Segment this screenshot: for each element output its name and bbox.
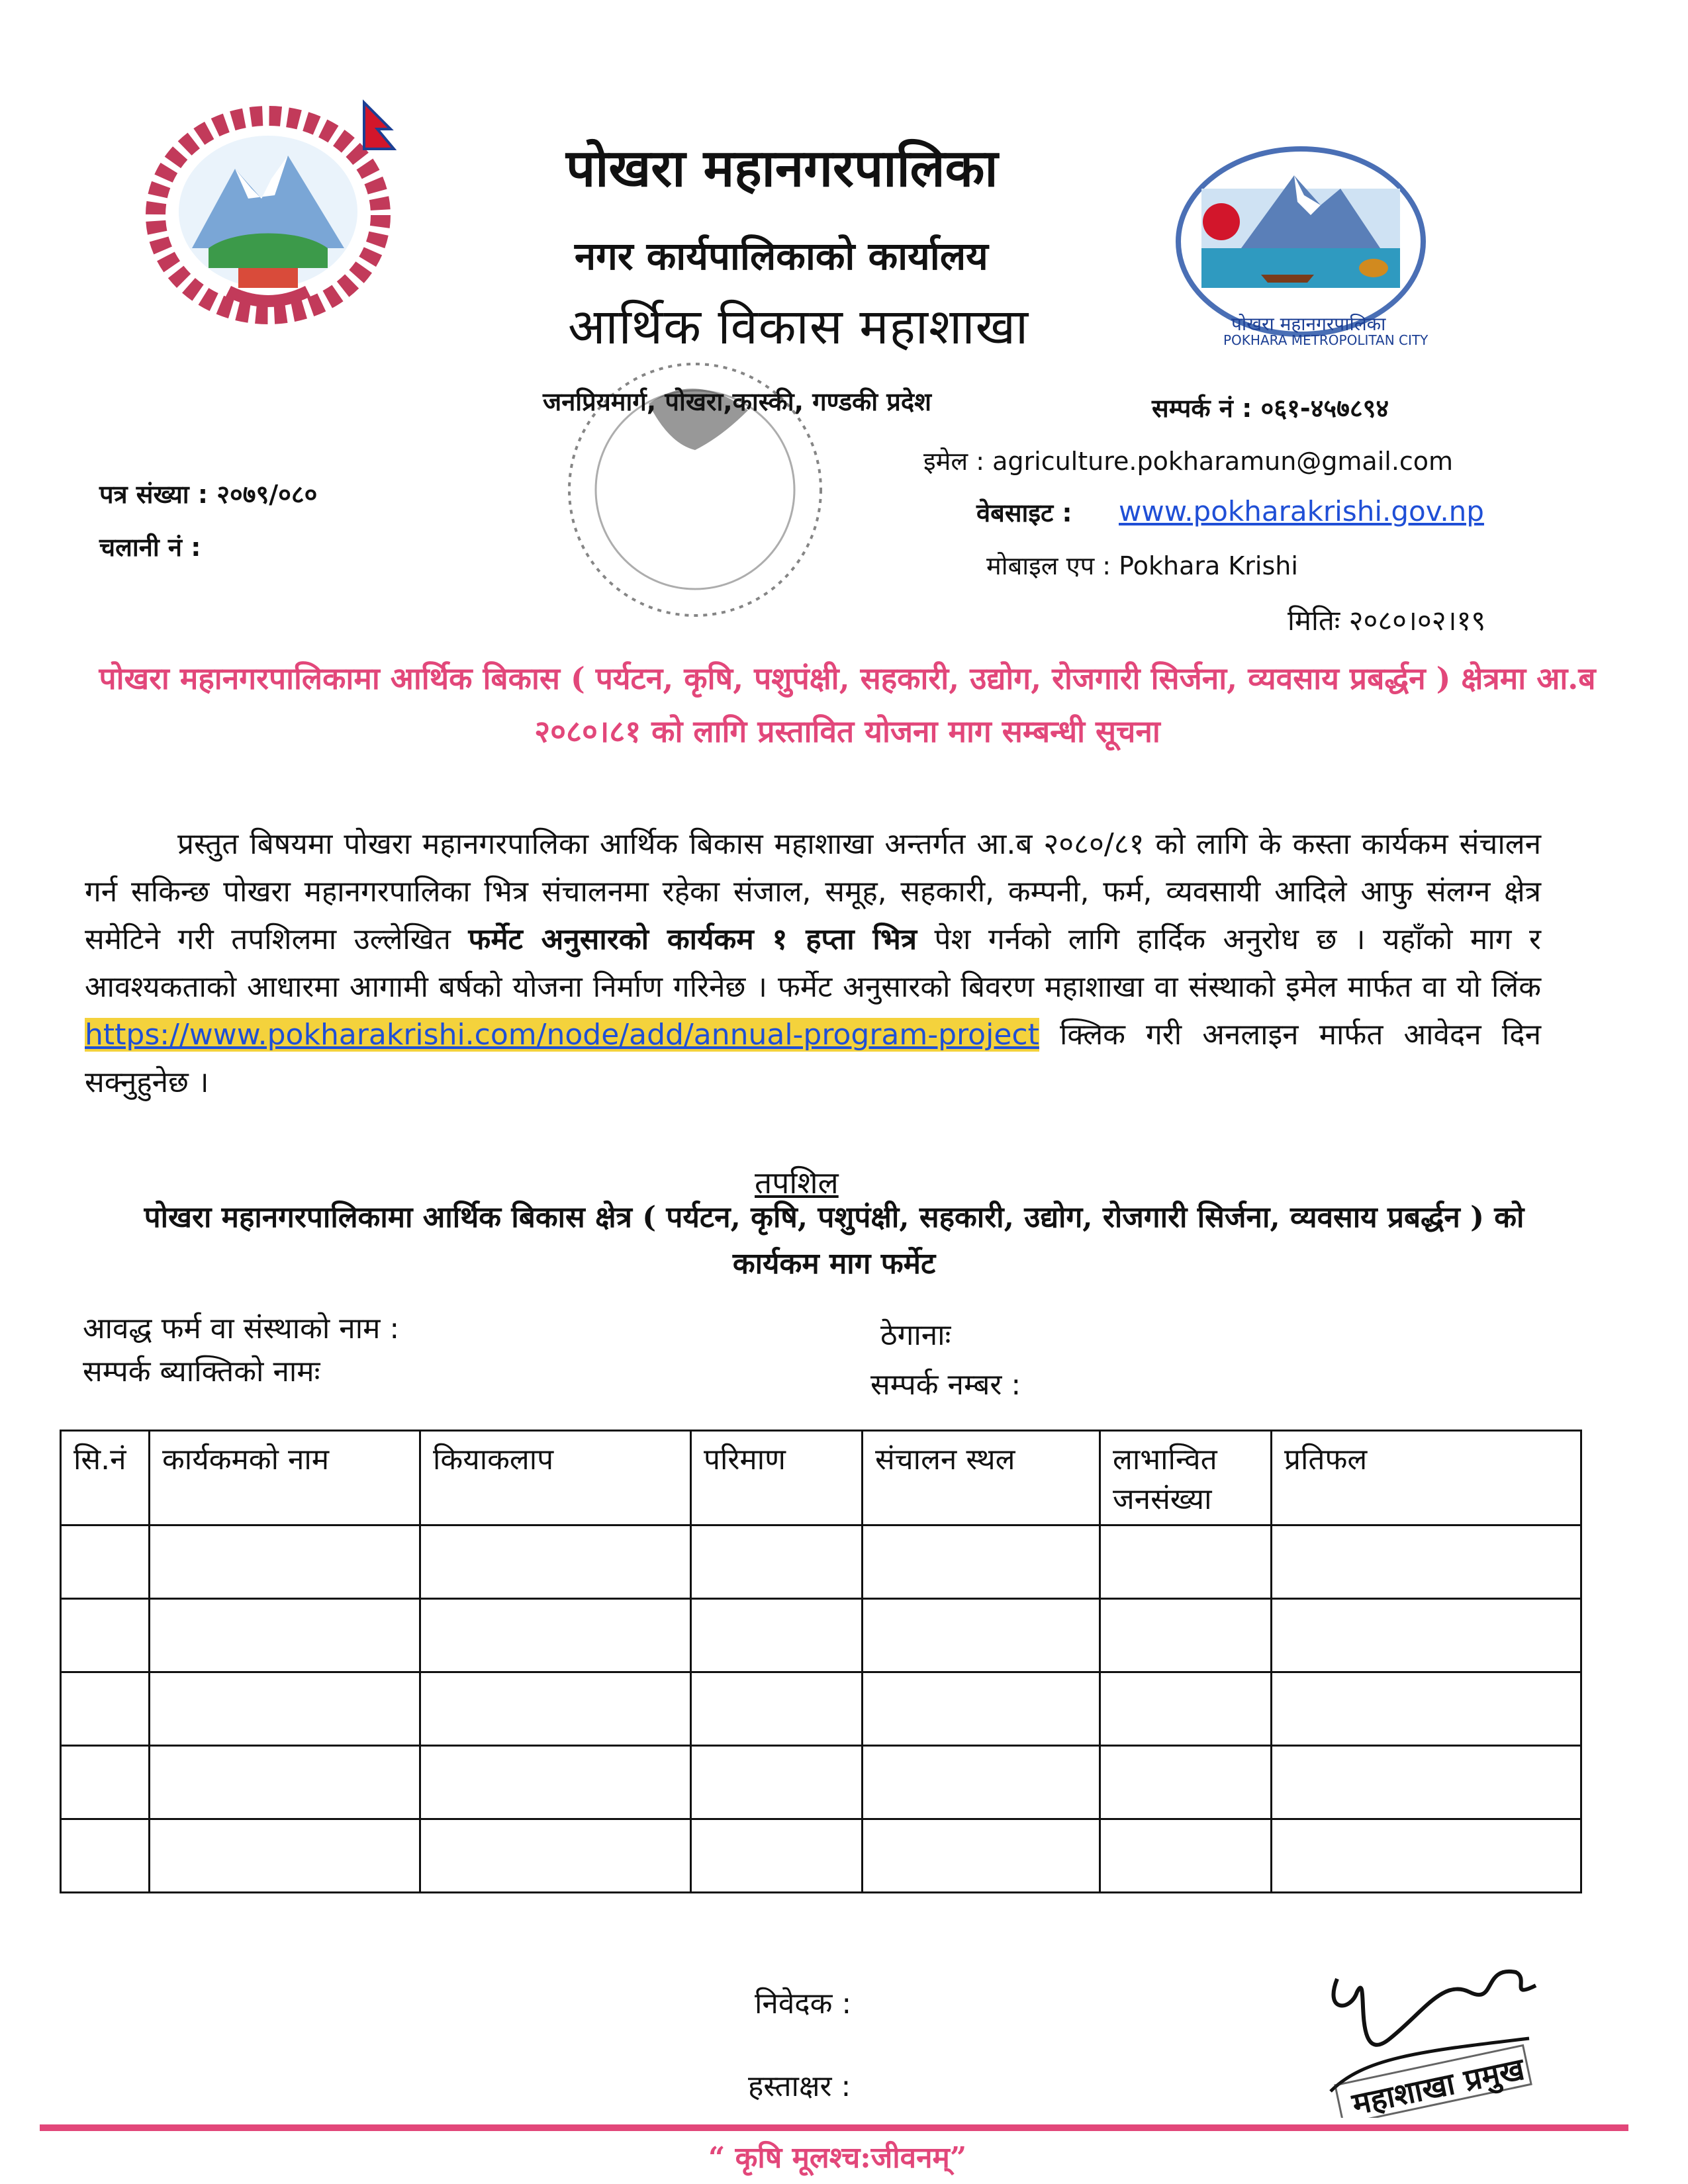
- logo-text-nepali: पोखरा महानगरपालिका: [1231, 313, 1386, 335]
- schedule-heading: तपशिल: [755, 1165, 839, 1201]
- format-title: पोखरा महानगरपालिकामा आर्थिक बिकास क्षेत्र ( पर्यटन, कृषि, पशुपंक्षी, सहकारी, उद्योग, रोजगारी सिर्जना, व्यवसाय प्रबर्द्धन ) को कार्यकम माग फर्मेट: [144, 1201, 1524, 1281]
- footer-divider: [40, 2124, 1628, 2131]
- logo-text-english: POKHARA METROPOLITAN CITY: [1223, 332, 1429, 348]
- svg-text:महाशाखा प्रमुख: महाशाखा प्रमुख: [1348, 2050, 1528, 2118]
- table-row: [61, 1746, 1581, 1819]
- notice-subject: पोखरा महानगरपालिकामा आर्थिक बिकास ( पर्यटन, कृषि, पशुपंक्षी, सहकारी, उद्योग, रोजगारी सिर्जना, व्यवसाय प्रबर्द्धन ) क्षेत्रमा आ.ब २०८०।८१ को लागि प्रस्तावित योजना माग सम्बन्धी सूचना: [99, 660, 1596, 749]
- col-quantity: परिमाण: [691, 1431, 863, 1525]
- col-serial: सि.नं: [61, 1431, 150, 1525]
- notice-body: [85, 821, 1541, 1107]
- table-row: [61, 1525, 1581, 1599]
- program-demand-table: [60, 1430, 1582, 1893]
- contact-person-label: सम्पर्क ब्याक्तिको नामः: [83, 1355, 320, 1388]
- dispatch-number: चलानी नं :: [99, 533, 201, 562]
- applicant-label: निवेदक :: [755, 1987, 852, 2021]
- col-activity: कियाकलाप: [420, 1431, 691, 1525]
- col-location: संचालन स्थल: [863, 1431, 1100, 1525]
- letter-date: मितिः २०८०।०२।१९: [1288, 604, 1486, 637]
- website-link[interactable]: www.pokharakrishi.gov.np: [1119, 495, 1484, 527]
- application-link[interactable]: https://www.pokharakrishi.com/node/add/annual-program-project: [85, 1018, 1039, 1052]
- firm-name-label: आवद्ध फर्म वा संस्थाको नाम :: [83, 1312, 400, 1345]
- office-address: जनप्रियमार्ग, पोखरा,कास्की, गण्डकी प्रदेश: [543, 387, 931, 416]
- body-text-1: प्रस्तुत बिषयमा पोखरा महानगरपालिका आर्थिक बिकास महाशाखा अन्तर्गत आ.ब २०८०/८१ को लागि के कस्ता कार्यकम संचालन गर्न सकिन्छ पोखरा महानगरपालिका भित्र संचालनमा रहेका संजाल, समूह, सहकारी, कम्पनी, फर्म, व्यवसायी आदिले आफु संलग्न क्षेत्र समेटिने गरी तपशिलमा उल्लेखित: [85, 827, 1541, 956]
- website-label: वेबसाइट :: [976, 498, 1072, 527]
- mobile-app-line: मोबाइल एप : Pokhara Krishi: [986, 551, 1298, 580]
- nepal-emblem-logo: [129, 83, 407, 334]
- letter-number: पत्र संख्या : २०७९/०८०: [99, 480, 318, 509]
- table-header-row: [61, 1431, 1581, 1525]
- table-row: [61, 1672, 1581, 1746]
- signature-label: हस्ताक्षर :: [748, 2070, 851, 2103]
- address-label: ठेगानाः: [880, 1318, 951, 1352]
- table-row: [61, 1819, 1581, 1893]
- col-program-name: कार्यकमको नाम: [150, 1431, 420, 1525]
- table-row: [61, 1599, 1581, 1672]
- body-text-2: पेश गर्नको लागि हार्दिक अनुरोध छ । यहाँको माग र आवश्यकताको आधारमा आगामी बर्षको योजना निर्माण गरिनेछ । फर्मेट अनुसारको बिवरण महाशाखा वा संस्थाको इमेल मार्फत वा यो लिंक: [85, 923, 1541, 1004]
- org-title: पोखरा महानगरपालिका: [566, 138, 998, 199]
- email-line: इमेल : agriculture.pokharamun@gmail.com: [923, 447, 1454, 476]
- col-beneficiaries: लाभान्वित जनसंख्या: [1100, 1431, 1272, 1525]
- division-title: आर्थिक विकास महाशाखा: [568, 298, 1029, 355]
- footer-motto: “ कृषि मूलश्च:जीवनम्”: [708, 2141, 967, 2175]
- col-outcome: प्रतिफल: [1272, 1431, 1581, 1525]
- contact-number-label: सम्पर्क नम्बर :: [870, 1368, 1021, 1402]
- body-text-3: क्लिक गरी अनलाइन मार्फत आवेदन दिन सक्नुहुनेछ ।: [85, 1018, 1541, 1099]
- contact-number: सम्पर्क नं : ०६१-४५७८९४: [1152, 394, 1389, 423]
- handwritten-signature: [1311, 1939, 1549, 2118]
- office-title: नगर कार्यपालिकाको कार्यालय: [575, 234, 988, 279]
- body-bold-text: फर्मेट अनुसारको कार्यकम १ हप्ता भित्र: [468, 923, 917, 956]
